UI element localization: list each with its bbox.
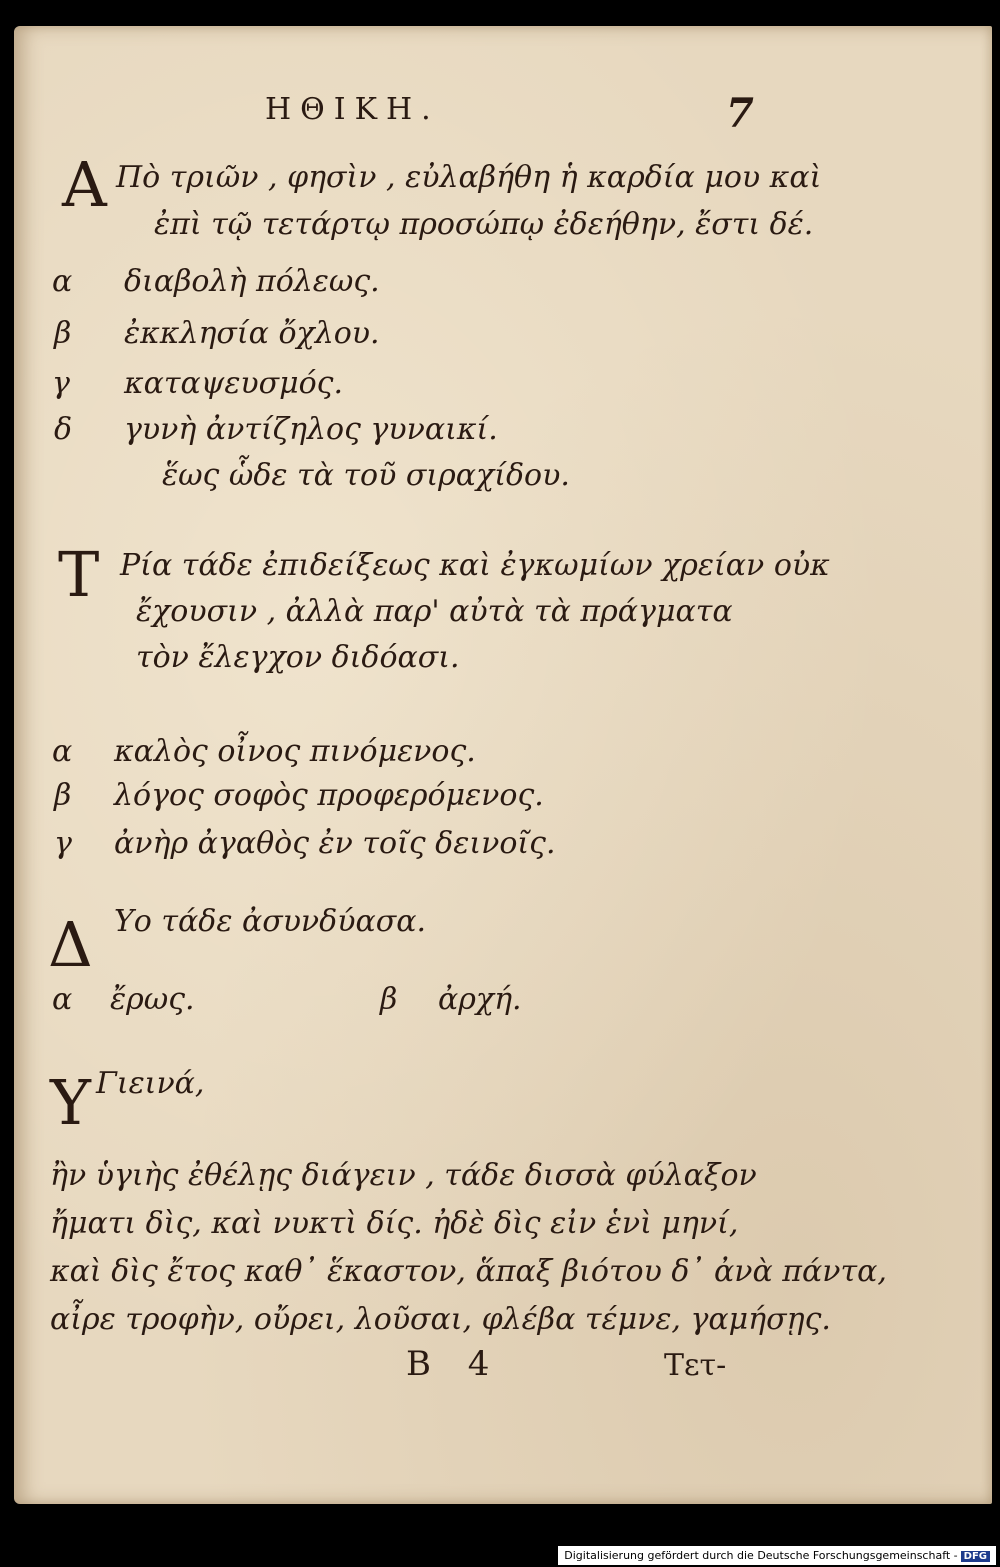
section4-line: Γιεινά, xyxy=(96,1066,205,1101)
section2-item-3-num: γ xyxy=(54,826,72,861)
running-head: ΗΘΙΚΗ. xyxy=(265,92,440,127)
section1-item-2-num: β xyxy=(54,316,72,351)
initial-upsilon: Υ xyxy=(50,1066,91,1139)
section1-item-3-num: γ xyxy=(52,366,70,401)
section2-line-2: ἔχουσιν , ἀλλὰ παρ' αὐτὰ τὰ πράγματα xyxy=(136,594,733,629)
dfg-logo-icon: DFG xyxy=(961,1551,990,1562)
book-page xyxy=(14,26,992,1504)
verse-line-2: ἤματι δὶς, καὶ νυκτὶ δίς. ἠδὲ δὶς εἰν ἑνὶ μηνί, xyxy=(50,1206,739,1241)
section1-item-2-text: ἐκκλησία ὄχλου. xyxy=(124,316,380,351)
section1-line-2: ἐπὶ τῷ τετάρτῳ προσώπῳ ἐδεήθην, ἔστι δέ. xyxy=(154,207,814,242)
initial-alpha: Α xyxy=(62,148,107,221)
section2-item-2-num: β xyxy=(54,778,72,813)
section3-item-b-num: β xyxy=(380,982,398,1017)
verse-line-1: ἢν ὑγιὴς ἐθέλῃς διάγειν , τάδε δισσὰ φύλαξον xyxy=(50,1158,757,1193)
section1-item-1-num: α xyxy=(52,264,73,299)
page-number: 7 xyxy=(726,90,754,137)
section1-item-1-text: διαβολὴ πόλεως. xyxy=(124,264,380,299)
section2-line-3: τὸν ἔλεγχον διδόασι. xyxy=(136,640,460,675)
section1-closing: ἕως ὧδε τὰ τοῦ σιραχίδου. xyxy=(162,458,570,493)
section2-item-2-text: λόγος σοφὸς προφερόμενος. xyxy=(114,778,544,813)
section1-item-4-num: δ xyxy=(54,412,73,447)
section3-item-b-text: ἀρχή. xyxy=(438,982,522,1017)
footer-text: Digitalisierung gefördert durch die Deutsche Forschungsgemeinschaft - xyxy=(564,1549,958,1562)
catchword: Τετ- xyxy=(664,1348,727,1383)
section2-item-3-text: ἀνὴρ ἀγαθὸς ἐν τοῖς δεινοῖς. xyxy=(114,826,556,861)
section1-item-4-text: γυνὴ ἀντίζηλος γυναικί. xyxy=(124,412,498,447)
verse-line-4: αἶρε τροφὴν, οὔρει, λοῦσαι, φλέβα τέμνε, γαμήσῃς. xyxy=(50,1302,831,1337)
section3-item-a-text: ἔρως. xyxy=(110,982,195,1017)
section1-line-1: Πὸ τριῶν , φησὶν , εὐλαβήθη ἡ καρδία μου καὶ xyxy=(116,160,822,195)
verse-line-3: καὶ δὶς ἔτος καθ᾽ ἕκαστον, ἅπαξ βιότου δ᾽ ἀνὰ πάντα, xyxy=(50,1254,887,1289)
section2-line-1: Ρία τάδε ἐπιδείξεως καὶ ἐγκωμίων χρείαν οὐκ xyxy=(120,548,830,583)
section3-item-a-num: α xyxy=(52,982,73,1017)
signature-mark: B 4 xyxy=(406,1344,490,1384)
section2-item-1-text: καλὸς οἶνος πινόμενος. xyxy=(114,734,476,769)
initial-delta: Δ xyxy=(48,908,93,981)
section2-item-1-num: α xyxy=(52,734,73,769)
section1-item-3-text: καταψευσμός. xyxy=(124,366,344,401)
digitization-footer xyxy=(558,1546,996,1565)
section3-line: Υο τάδε ἀσυνδύασα. xyxy=(114,904,426,939)
initial-tau: Τ xyxy=(58,538,100,611)
